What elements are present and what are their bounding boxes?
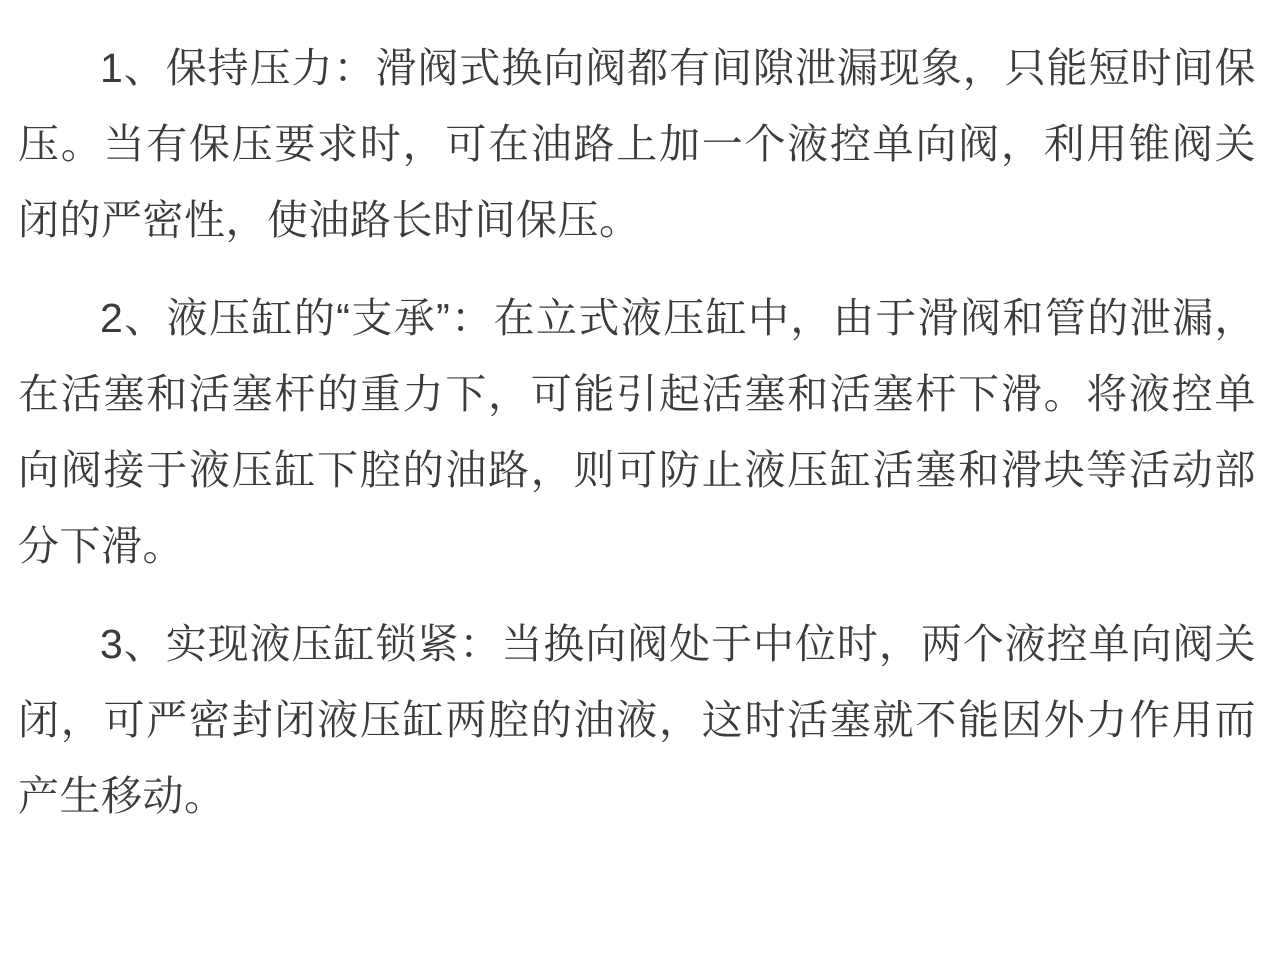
- paragraph-1: 1、保持压力：滑阀式换向阀都有间隙泄漏现象，只能短时间保压。当有保压要求时，可在油路上加一个液控单向阀，利用锥阀关闭的严密性，使油路长时间保压。: [18, 45, 1256, 243]
- paragraph-2: 2、液压缸的“支承”：在立式液压缸中，由于滑阀和管的泄漏，在活塞和活塞杆的重力下，可能引起活塞和活塞杆下滑。将液控单向阀接于液压缸下腔的油路，则可防止液压缸活塞和滑块等活动部分下滑。: [18, 295, 1256, 569]
- paragraph-3: 3、实现液压缸锁紧：当换向阀处于中位时，两个液控单向阀关闭，可严密封闭液压缸两腔的油液，这时活塞就不能因外力作用而产生移动。: [18, 621, 1256, 819]
